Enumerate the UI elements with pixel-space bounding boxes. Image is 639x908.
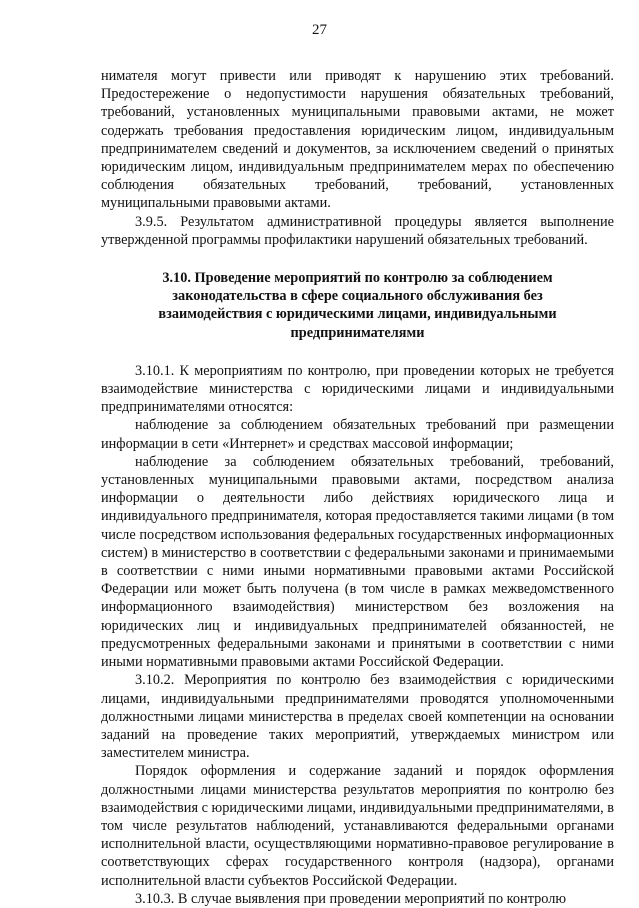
paragraph: 3.10.3. В случае выявления при проведении мероприятий по контролю (135, 890, 567, 907)
paragraph: наблюдение за соблюдением обязательных требований, требований, установленных муниципальными правовыми актами, посредством анализа информации о деятельности либо действиях юридического лица и индивидуального предпринимателя, которая предоставляется такими лицами (в том числе посредством использования федеральных государственных информационных систем) в министерство в соответствии с федеральными законами и принимаемыми в соответствии с ними иными нормативными правовыми актами Российской Федерации или может быть получена (в том числе в рамках межведомственного информационного взаимодействия) министерством без возложения на юридических лиц и индивидуальных предпринимателей обязанностей, не предусмотренных федеральными законами и принятыми в соответствии с ними иными нормативными правовыми актами Российской Федерации. (101, 453, 614, 671)
paragraph: 3.10.1. К мероприятиям по контролю, при проведении которых не требуется взаимодействие министерства с юридическими лицами и индивидуальными предпринимателями относятся: (101, 362, 614, 416)
page-number: 27 (312, 22, 327, 38)
paragraph: нимателя могут привести или приводят к нарушению этих требований. Предостережение о недопустимости нарушения обязательных требований, требований, установленных муниципальными правовыми актами, не может содержать требования предоставления юридическим лицом, индивидуальным предпринимателем сведений и документов, за исключением сведений о принятых юридическим лицом, индивидуальным предпринимателем мерах по обеспечению соблюдения обязательных требований, требований, установленных муниципальными правовыми актами. (101, 68, 614, 212)
paragraph: наблюдение за соблюдением обязательных требований при размещении информации в сети «Интернет» и средствах массовой информации; (101, 417, 614, 452)
paragraph: 3.10.2. Мероприятия по контролю без взаимодействия с юридическими лицами, индивидуальными предпринимателями проводятся уполномоченными должностными лицами министерства в пределах своей компетенции на основании заданий на проведение таких мероприятий, утверждаемых министром или заместителем министра. (101, 672, 614, 762)
paragraph: 3.9.5. Результатом административной процедуры является выполнение утвержденной программы профилактики нарушений обязательных требований. (101, 213, 614, 248)
paragraph: Порядок оформления и содержание заданий и порядок оформления должностными лицами министерства результатов мероприятия по контролю без взаимодействия с юридическими лицами, индивидуальными предпринимателями, в том числе результатов наблюдений, устанавливаются федеральными органами исполнительной власти, осуществляющими нормативно-правовое регулирование в соответствующих сферах государственного контроля (надзора), органами исполнительной власти субъектов Российской Федерации. (101, 763, 614, 889)
document-body (101, 67, 614, 908)
section-heading: 3.10. Проведение мероприятий по контролю за соблюдением законодательства в сфере социального обслуживания без взаимодействия с юридическими лицами, индивидуальными предпринимателями (158, 270, 557, 341)
